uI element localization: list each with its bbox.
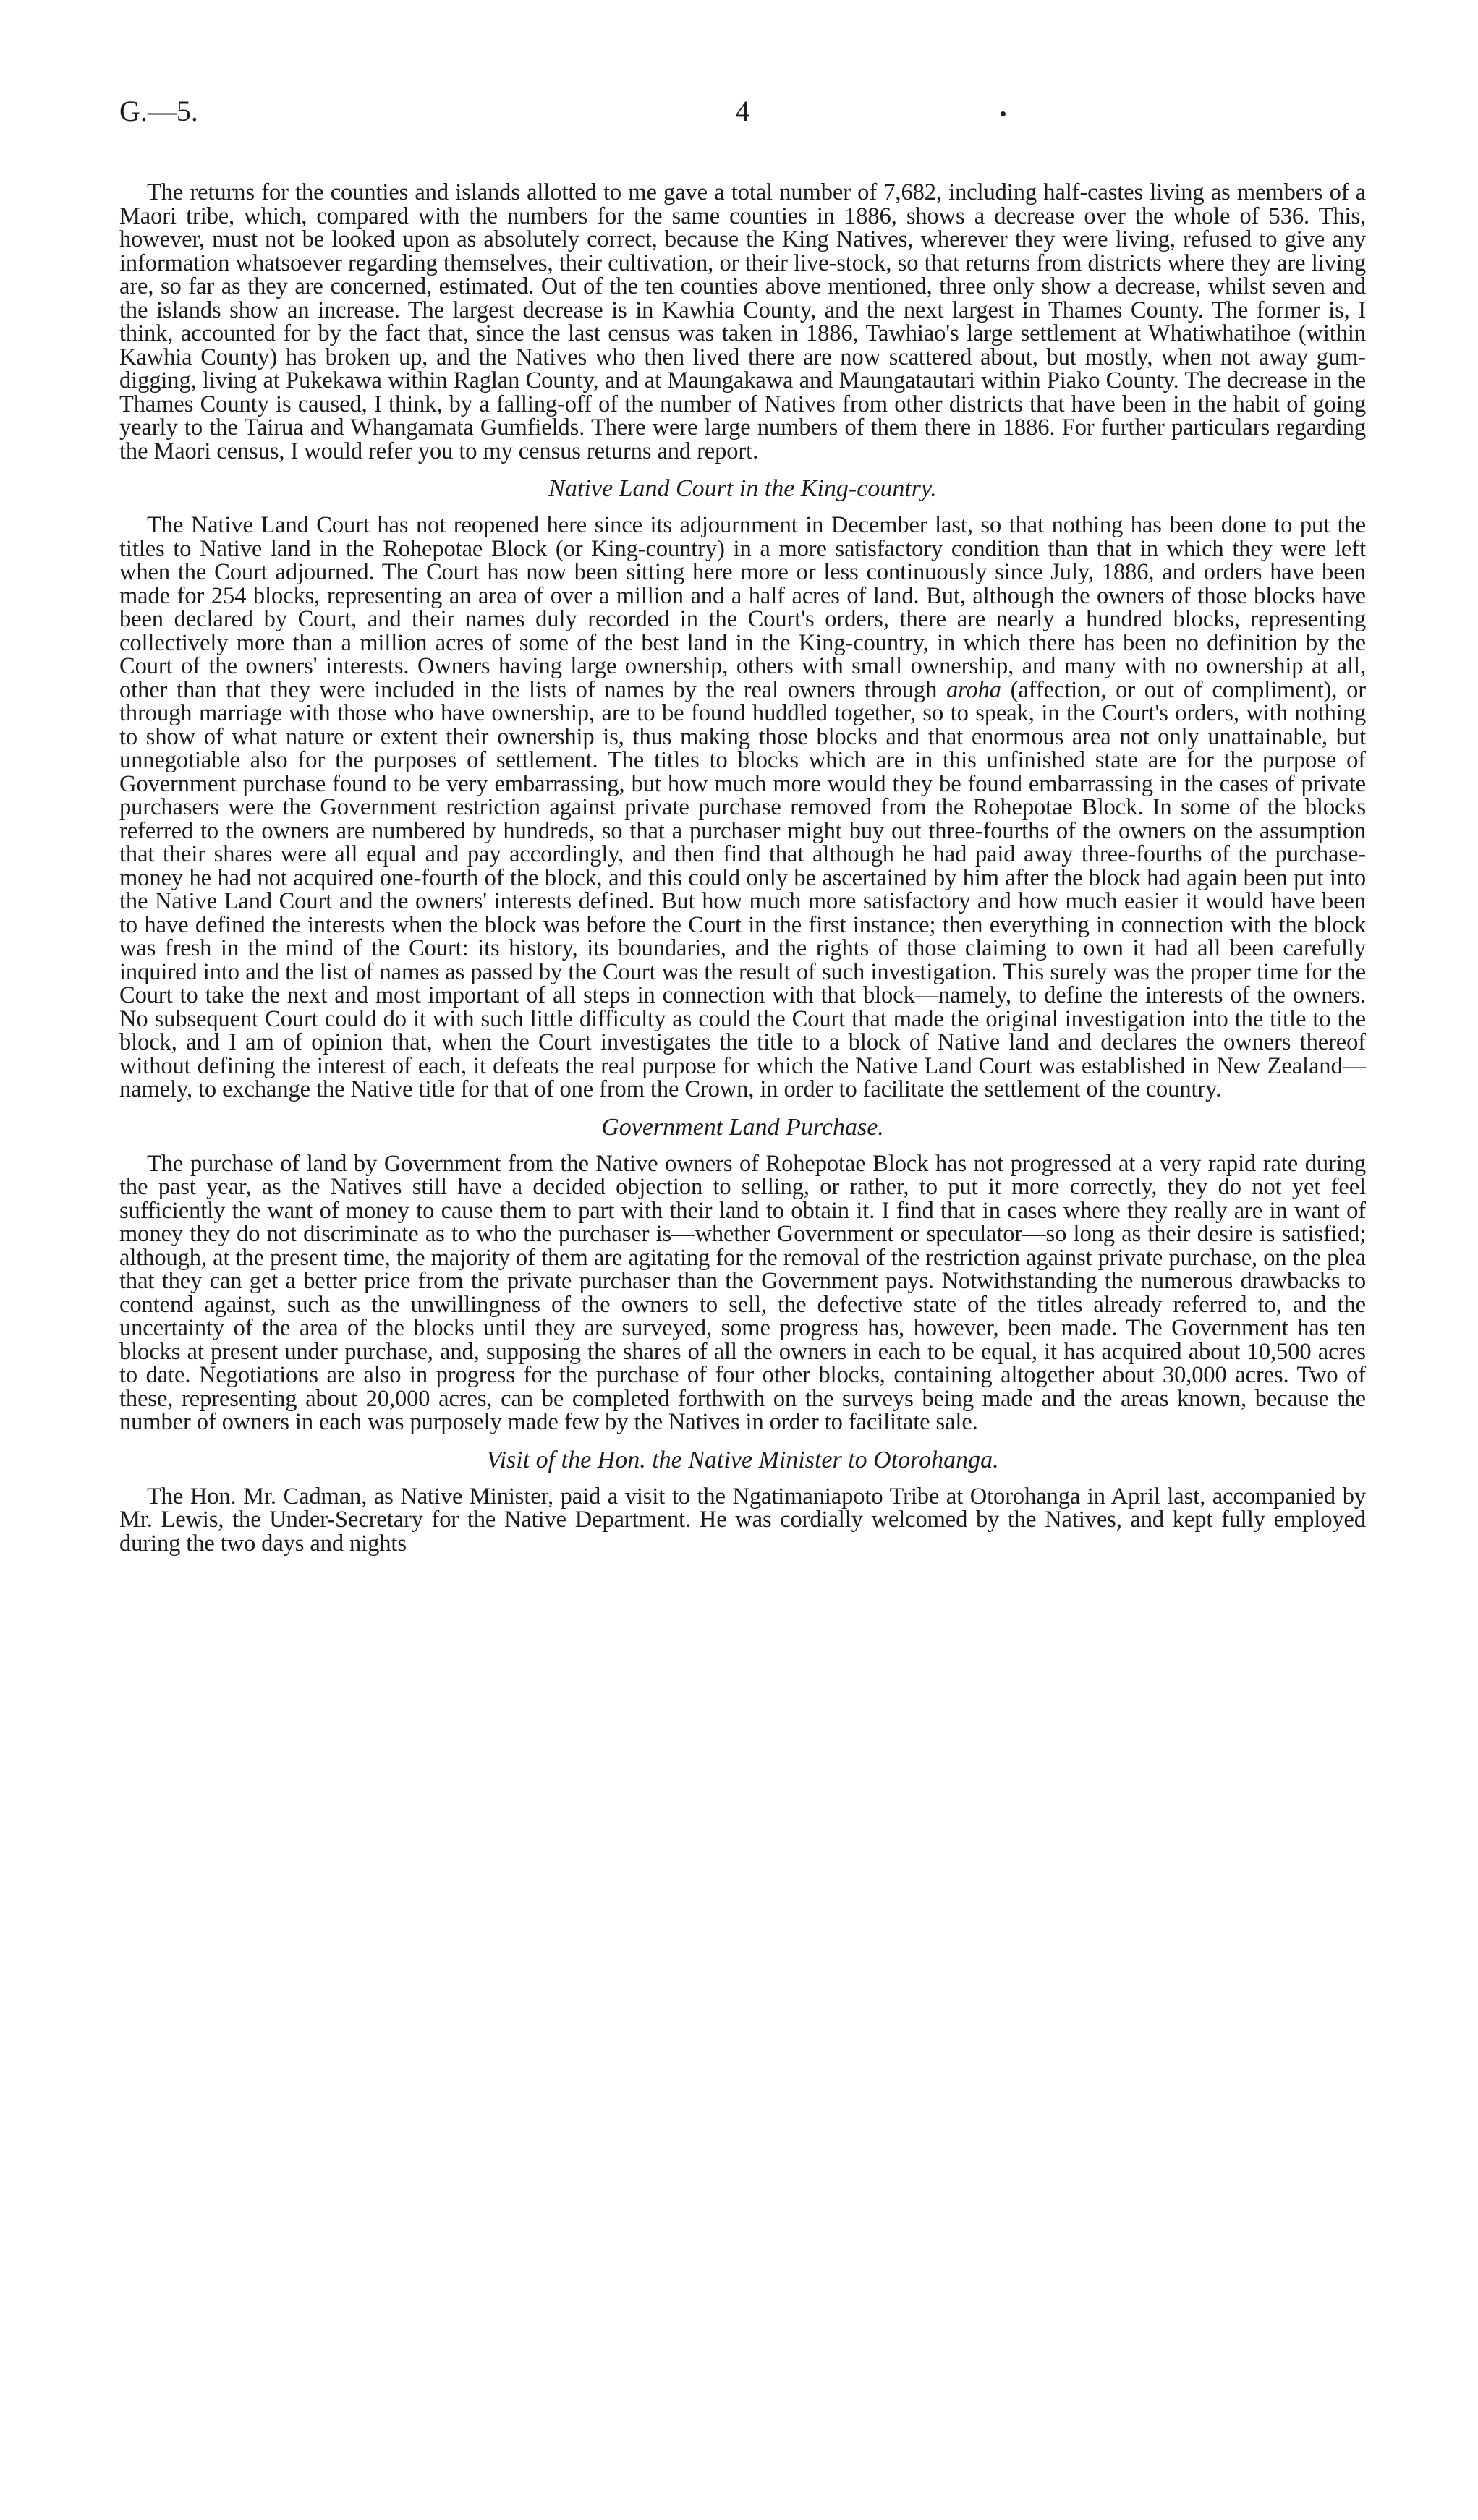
paragraph-census-returns: The returns for the counties and islands allotted to me gave a total number of 7,682, including half-castes living as members of a Maori tribe, which, compared with the numbers for the same counties in 1886, shows a decrease over the whole of 536. This, however, must not be looked upon as absolutely correct, because the King Natives, wherever they were living, refused to give any information whatsoever regarding themselves, their cultivation, or their live-stock, so that returns from districts where they are living are, so far as they are concerned, estimated. Out of the ten counties above mentioned, three only show a decrease, whilst seven and the islands show an increase. The largest decrease is in Kawhia County, and the next largest in Thames County. The former is, I think, accounted for by the fact that, since the last census was taken in 1886, Tawhiao's large settlement at Whatiwhatihoe (within Kawhia County) has broken up, and the Natives who then lived there are now scattered about, but mostly, when not away gum-digging, living at Pukekawa within Raglan County, and at Maungakawa and Maungatautari within Piako County. The decrease in the Thames County is caused, I think, by a falling-off of the number of Natives from other districts that have been in the habit of going yearly to the Tairua and Whangamata Gumfields. There were large numbers of them there in 1886. For further particulars regarding the Maori census, I would refer you to my census returns and report. <box>119 179 1366 464</box>
paragraph-native-land-court <box>119 514 1366 1102</box>
document-body <box>119 181 1366 1555</box>
paragraph-government-land-purchase: The purchase of land by Government from the Native owners of Rohepotae Block has not progressed at a very rapid rate during the past year, as the Natives still have a decided objection to selling, or rather, to put it more correctly, they do not yet feel sufficiently the want of money to cause them to part with their land to obtain it. I find that in cases where they really are in want of money they do not discriminate as to who the purchaser is—whether Government or speculator—so long as their desire is satisfied; although, at the present time, the majority of them are agitating for the removal of the restriction against private purchase, on the plea that they can get a better price from the private purchaser than the Government pays. Notwithstanding the numerous drawbacks to contend against, such as the unwillingness of the owners to sell, the defective state of the titles already referred to, and the uncertainty of the area of the blocks until they are surveyed, some progress has, however, been made. The Government has ten blocks at present under purchase, and, supposing the shares of all the owners in each to be equal, it has acquired about 10,500 acres to date. Negotiations are also in progress for the purchase of four other blocks, containing altogether about 30,000 acres. Two of these, representing about 20,000 acres, can be completed forthwith on the surveys being made and the areas known, because the number of owners in each was purposely made few by the Natives in order to facilitate sale. <box>119 1150 1366 1435</box>
term-aroha: aroha <box>946 676 1001 703</box>
header-dot-mark <box>1001 111 1006 116</box>
page-number: 4 <box>735 95 750 127</box>
paragraph-native-land-court-part-1: The Native Land Court has not reopened here since its adjournment in December last, so that nothing has been done to put the titles to Native land in the Rohepotae Block (or King-country) in a more satisfactory condition than that in which they were left when the Court adjourned. The Court has now been sitting here more or less continuously since July, 1886, and orders have been made for 254 blocks, representing an area of over a million and a half acres of land. But, although the owners of those blocks have been declared by Court, and their names duly recorded in the Court's orders, there are nearly a hundred blocks, representing collectively more than a million acres of some of the best land in the King-country, in which there has been no definition by the Court of the owners' interests. Owners having large ownership, others with small ownership, and many with no ownership at all, other than that they were included in the lists of names by the real owners through <box>119 512 1366 703</box>
heading-visit-native-minister: Visit of the Hon. the Native Minister to Otorohanga. <box>486 1446 999 1473</box>
heading-government-land-purchase: Government Land Purchase. <box>601 1113 884 1141</box>
document-reference: G.—5. <box>119 95 198 127</box>
paragraph-native-land-court-part-2: (affection, or out of compliment), or through marriage with those who have ownership, are to be found huddled together, so to speak, in the Court's orders, with nothing to show of what nature or extent their ownership is, thus making those blocks and that enormous area not only unattainable, but unnegotiable also for the purposes of settlement. The titles to blocks which are in this unfinished state are for the purpose of Government purchase found to be very embarrassing, but how much more would they be found embarrassing in the cases of private purchasers were the Government restriction against private purchase removed from the Rohepotae Block. In some of the blocks referred to the owners are numbered by hundreds, so that a purchaser might buy out three-fourths of the owners on the assumption that their shares were all equal and pay accordingly, and then find that although he had paid away three-fourths of the purchase-money he had not acquired one-fourth of the block, and this could only be ascertained by him after the block had again been put into the Native Land Court and the owners' interests defined. But how much more satisfactory and how much easier it would have been to have defined the interests when the block was before the Court in the first instance; then everything in connection with the block was fresh in the mind of the Court: its history, its boundaries, and the rights of those claiming to own it had all been carefully inquired into and the list of names as passed by the Court was the result of such investigation. This surely was the proper time for the Court to take the next and most important of all steps in connection with that block—namely, to define the interests of the owners. No subsequent Court could do it with such little difficulty as could the Court that made the original investigation into the title to the block, and I am of opinion that, when the Court investigates the title to a block of Native land and declares the owners thereof without defining the interest of each, it defeats the real purpose for which the Native Land Court was established in New Zealand—namely, to exchange the Native title for that of one from the Crown, in order to facilitate the settlement of the country. <box>119 676 1367 1102</box>
heading-native-land-court: Native Land Court in the King-country. <box>548 475 937 502</box>
page-header <box>119 94 1366 159</box>
paragraph-visit-native-minister: The Hon. Mr. Cadman, as Native Minister, paid a visit to the Ngatimaniapoto Tribe at Otorohanga in April last, accompanied by Mr. Lewis, the Under-Secretary for the Native Department. He was cordially welcomed by the Natives, and kept fully employed during the two days and nights <box>119 1483 1366 1557</box>
